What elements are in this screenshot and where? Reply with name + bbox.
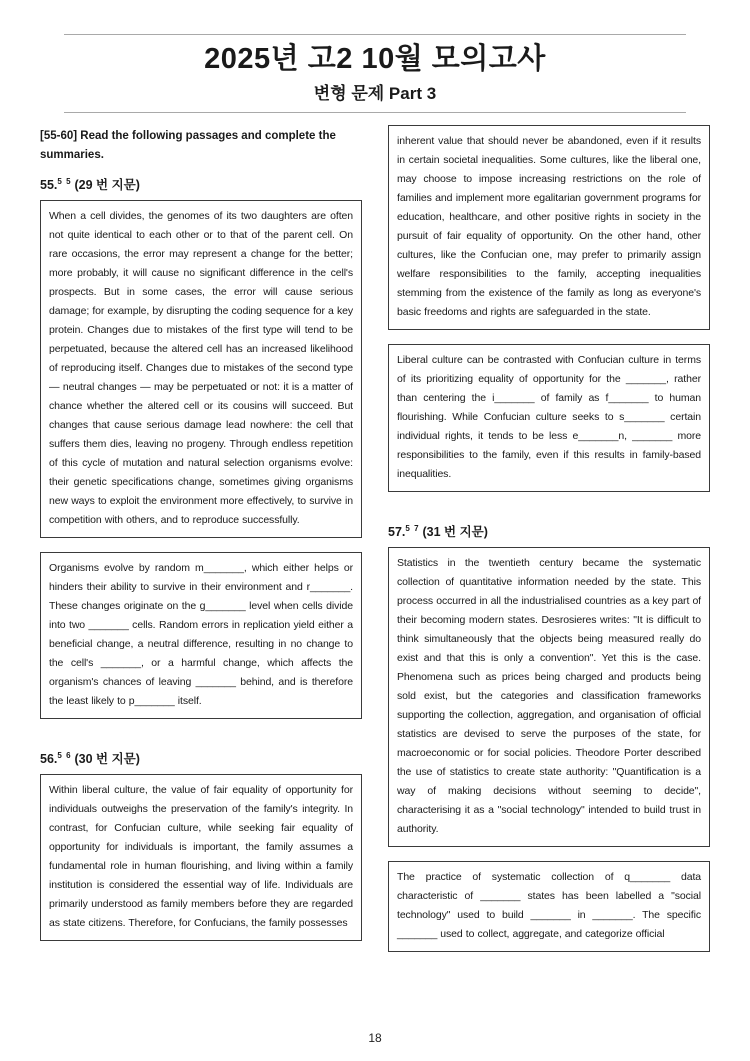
right-column (388, 125, 710, 966)
question-57-source-ref: (31 번 지문) (422, 525, 488, 540)
two-column-body (0, 113, 750, 966)
passage-box-56-part2 (388, 125, 710, 330)
question-56-number: 56. (40, 752, 58, 767)
question-57-number: 57. (388, 525, 406, 540)
passage-text-56-part1: Within liberal culture, the value of fair equality of opportunity for individuals outweighs the preservation of the family's integrity. In contrast, for Confucian culture, while seeking fair equality of opportunity for individuals is important, the family assumes a fundamental role in human flourishing, and living within a family institution is considered the essential way of life. Individuals are primarily understood as family members before they are regarded as state citizens. Therefore, for Confucians, the family possesses (49, 784, 353, 930)
question-55-superscript: 5 5 (57, 177, 72, 187)
question-55-label (40, 175, 362, 193)
summary-box-55 (40, 552, 362, 719)
question-55-number: 55. (40, 178, 58, 193)
page-header (0, 0, 750, 113)
left-column (40, 125, 362, 966)
question-56-source-ref: (30 번 지문) (74, 752, 140, 767)
passage-box-55 (40, 200, 362, 538)
page-subtitle: 변형 문제 Part 3 (313, 84, 437, 104)
summary-text-55: Organisms evolve by random m_______, which either helps or hinders their ability to survive in their environment and r_______. These changes originate on the g_______ level when cells divide into two _______ cells. Random errors in replication yield either a beneficial change, a neutral difference, resulting in no change to the cell's _______, or a harmful change, which affects the organism's chances of leaving _______ behind, and is therefore the least likely to p_______ itself. (49, 562, 353, 708)
passage-box-57 (388, 547, 710, 847)
question-56-superscript: 5 6 (57, 751, 72, 761)
question-57-label (388, 522, 710, 540)
passage-box-56-part1 (40, 774, 362, 941)
question-55-source-ref: (29 번 지문) (74, 178, 140, 193)
page-number: 18 (368, 1031, 382, 1045)
question-56-label (40, 749, 362, 767)
passage-text-55: When a cell divides, the genomes of its two daughters are often not quite identical to each other or to that of the parent cell. On rare occasions, the error may represent a change for the better; more probably, it will cause no significant difference in the cell's prospects. But in some cases, the error will cause serious damage; for example, by disrupting the coding sequence for a key protein. Changes due to mistakes of the first type will tend to be perpetuated, because the altered cell has an increased likelihood of reproducing itself. Changes due to mistakes of the second type — neutral changes — may be perpetuated or not: it is a matter of chance whether the altered cell or its cousins will succeed. But changes that cause serious damage lead nowhere: the cell that suffers them dies, leaving no progeny. Through endless repetition of this cycle of mutation and natural selection organisms evolve: their genetic specifications change, sometimes giving organisms new ways to exploit the environment more effectively, to survive in competition with others, and to reproduce successfully. (49, 210, 353, 527)
section-instructions: [55-60] Read the following passages and complete the summaries. (40, 130, 336, 162)
question-57-superscript: 5 7 (405, 524, 420, 534)
passage-text-57: Statistics in the twentieth century became the systematic collection of quantitative information needed by the state. This process occurred in all the industrialised countries as a key part of their becoming modern states. Desrosieres writes: "It is difficult to think simultaneously that the objects being measured really do exist and that this is only a convention". Yet this is the case. Phenomena such as prices being charged and products being sold exist, but the categories and classification frameworks supporting the collection, aggregation, and organisation of official statistics are devised to serve the purposes of the state, for macroeconomic or for social policies. Theodore Porter described the use of statistics to create state authority: "Quantification is a way of making decisions without seeming to decide", characterising it as a "social technology" intended to build trust in authority. (397, 557, 701, 836)
summary-box-56 (388, 344, 710, 492)
summary-text-56: Liberal culture can be contrasted with Confucian culture in terms of its prioritizing equality of opportunity for the _______, rather than centering the i_______ of family as f_______ to human flourishing. While Confucian culture seeks to s_______ certain individual rights, it tends to be less e_______n, _______ more responsibilities to the family, even if this results in family-based inequalities. (397, 354, 701, 481)
summary-box-57 (388, 861, 710, 952)
header-top-rule (64, 34, 686, 35)
passage-text-56-part2: inherent value that should never be abandoned, even if it results in certain societal inequalities. Some cultures, like the liberal one, may choose to impose increasing restrictions on the role of families and implement more egalitarian government programs for education, healthcare, and other positive rights in society in the pursuit of fair equality of opportunity. On the other hand, other cultures, like the Confucian one, may prefer to primarily assign welfare responsibilities to the family, accepting inequalities stemming from the existence of the family as long as everyone's basic freedoms and rights are safeguarded in the state. (397, 135, 701, 319)
page-title: 2025년 고2 10월 모의고사 (204, 43, 546, 75)
summary-text-57: The practice of systematic collection of q_______ data characteristic of _______ states has been labelled a "social technology" used to build _______ in _______. The specific _______ used to collect, aggregate, and categorize official (397, 871, 701, 941)
